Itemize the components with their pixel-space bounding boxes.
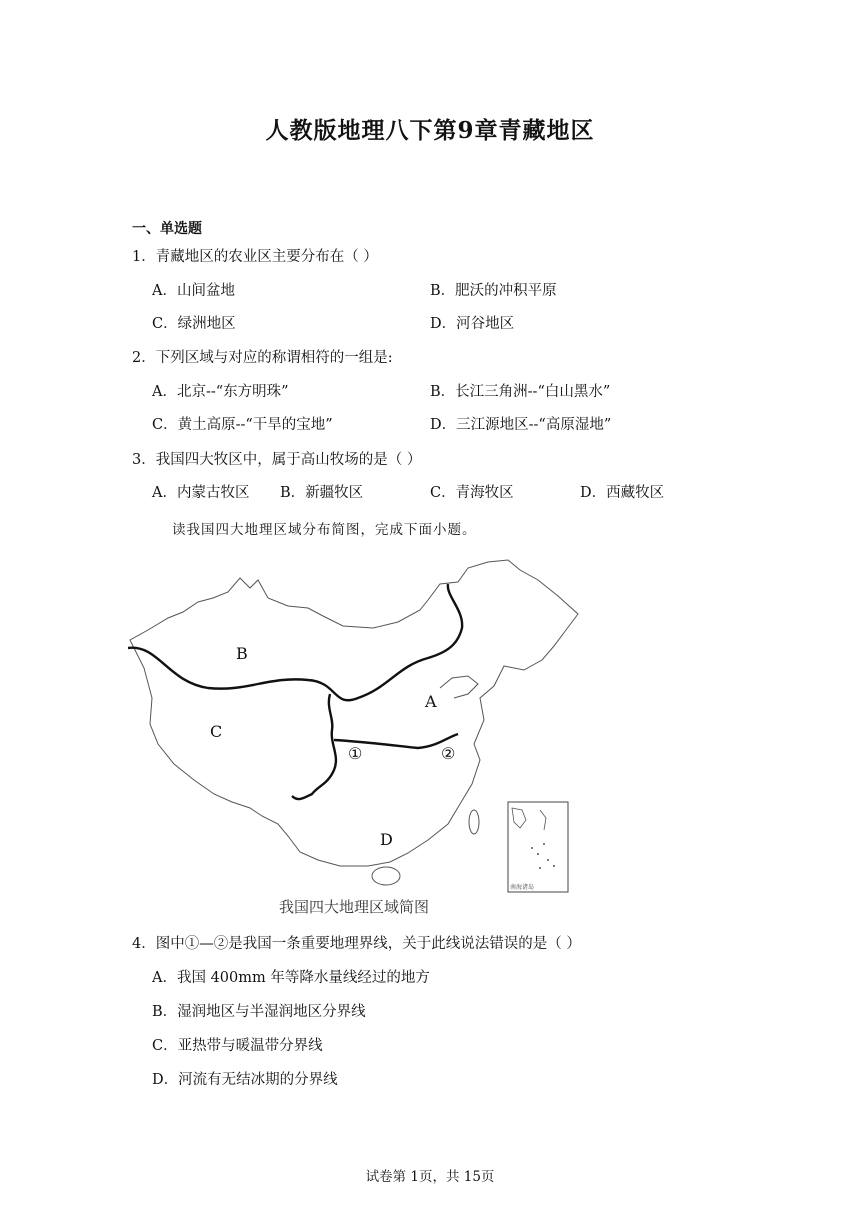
map-caption: 我国四大地理区域简图 bbox=[278, 898, 429, 916]
question-1-option-c[interactable]: C．绿洲地区 bbox=[152, 316, 236, 332]
hainan-island bbox=[372, 867, 400, 885]
map-marker-1: ① bbox=[348, 744, 363, 763]
page-title: 人教版地理八下第9章青藏地区 bbox=[265, 117, 595, 144]
question-2-option-c[interactable]: C．黄土高原--“干旱的宝地” bbox=[152, 417, 333, 433]
question-4-option-d[interactable]: D．河流有无结冰期的分界线 bbox=[152, 1072, 338, 1088]
question-2-option-b[interactable]: B．长江三角洲--“白山黑水” bbox=[430, 384, 611, 400]
nanhai-inset-label: 南海诸岛 bbox=[510, 884, 535, 891]
question-4-option-b[interactable]: B．湿润地区与半湿润地区分界线 bbox=[152, 1004, 366, 1020]
qinghai-tibet-boundary-line bbox=[292, 694, 336, 799]
question-3-option-c[interactable]: C．青海牧区 bbox=[430, 485, 514, 501]
map-marker-2: ② bbox=[441, 744, 456, 763]
question-1-stem: 1．青藏地区的农业区主要分布在（ ） bbox=[132, 249, 378, 265]
question-1-option-a[interactable]: A．山间盆地 bbox=[152, 283, 235, 299]
question-3-option-b[interactable]: B．新疆牧区 bbox=[280, 485, 364, 501]
taiwan-island bbox=[469, 810, 479, 834]
question-3-stem: 3．我国四大牧区中，属于高山牧场的是（ ） bbox=[132, 452, 422, 468]
map-label-c: C bbox=[210, 722, 223, 741]
question-2-option-a[interactable]: A．北京--“东方明珠” bbox=[152, 384, 289, 400]
northern-boundary-line bbox=[128, 584, 462, 700]
shandong-coast bbox=[440, 676, 478, 698]
nanhai-inset-frame bbox=[508, 802, 568, 892]
question-4-stem: 4．图中①—②是我国一条重要地理界线，关于此线说法错误的是（ ） bbox=[132, 936, 581, 952]
question-3-option-d[interactable]: D．西藏牧区 bbox=[580, 485, 665, 501]
map-label-d: D bbox=[380, 830, 393, 849]
question-2-option-d[interactable]: D．三江源地区--“高原湿地” bbox=[430, 417, 612, 433]
china-region-map bbox=[128, 548, 580, 893]
question-4-option-c[interactable]: C．亚热带与暖温带分界线 bbox=[152, 1038, 323, 1054]
question-1-option-d[interactable]: D．河谷地区 bbox=[430, 316, 515, 332]
question-2-stem: 2．下列区域与对应的称谓相符的一组是: bbox=[132, 350, 393, 366]
question-1-option-b[interactable]: B．肥沃的冲积平原 bbox=[430, 283, 557, 299]
map-label-a: A bbox=[425, 692, 437, 711]
question-4-option-a[interactable]: A．我国 400mm 年等降水量线经过的地方 bbox=[152, 970, 430, 986]
section-heading: 一、单选题 bbox=[132, 221, 202, 237]
map-label-b: B bbox=[236, 644, 248, 663]
page-footer: 试卷第 1页，共 15页 bbox=[365, 1169, 495, 1185]
map-instruction: 读我国四大地理区域分布简图，完成下面小题。 bbox=[172, 522, 477, 538]
question-3-option-a[interactable]: A．内蒙古牧区 bbox=[152, 485, 250, 501]
region-map-figure bbox=[128, 548, 580, 918]
